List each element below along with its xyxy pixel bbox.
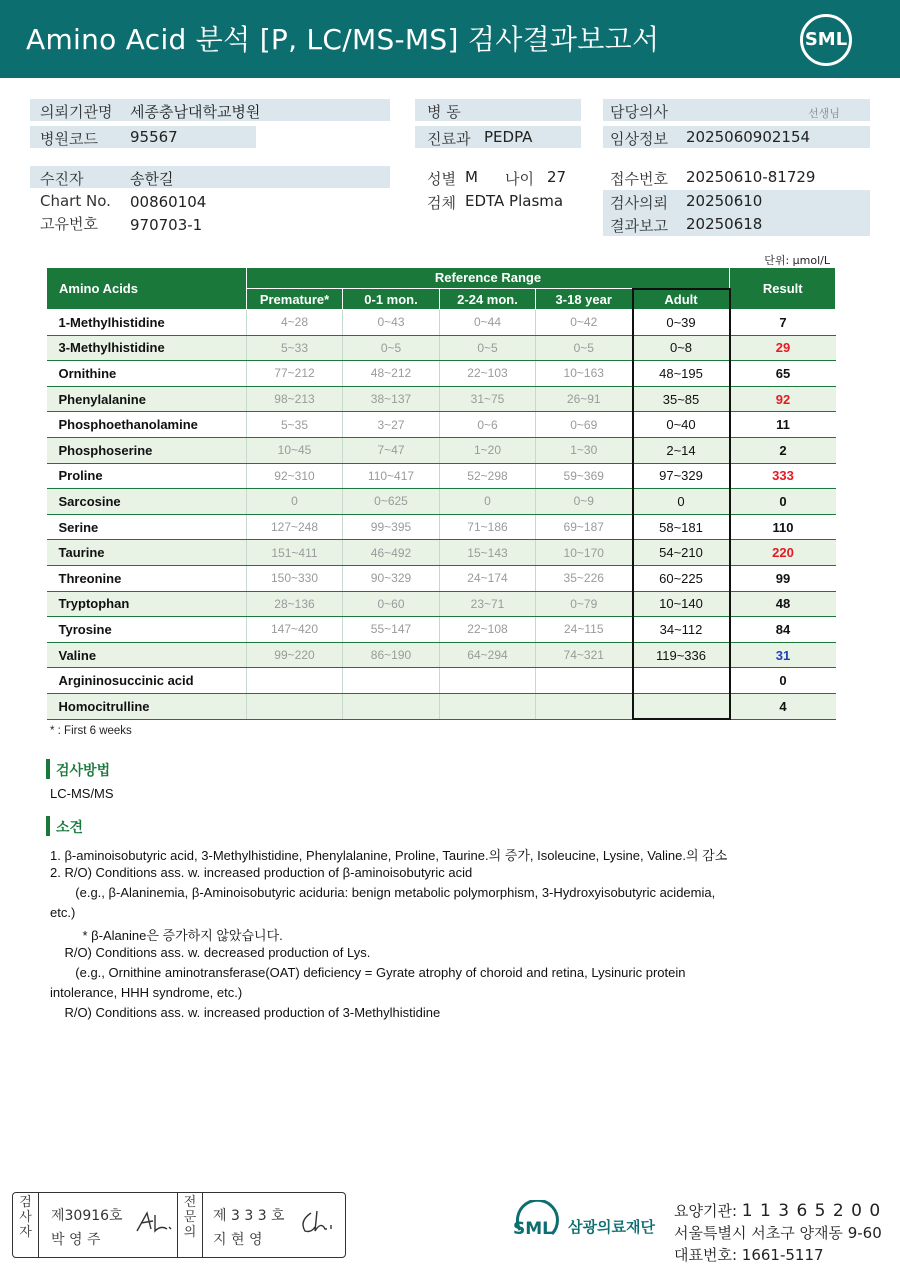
result-cell: 11 [730,412,836,438]
reference-range-cell: 5~33 [247,335,343,361]
hosp-code-label: 병원코드 [40,130,98,148]
col-2-24-mon: 2-24 mon. [440,289,536,310]
report-header [0,0,900,78]
table-row [47,412,836,438]
finding-line: R/O) Conditions ass. w. increased production of 3-Methylhistidine [50,1005,441,1020]
svg-text:SML: SML [513,1219,553,1239]
reference-range-cell: 48~212 [343,361,440,387]
col-amino-acids: Amino Acids [47,268,247,310]
report-title: Amino Acid 분석 [P, LC/MS-MS] 검사결과보고서 [26,23,660,56]
reference-range-cell: 5~35 [247,412,343,438]
adult-range-cell: 97~329 [633,463,730,489]
reference-range-cell: 0 [247,489,343,515]
specialist-name: 지 현 영 [213,1232,263,1248]
adult-range-cell: 35~85 [633,386,730,412]
req-org-value: 세종충남대학교병원 [130,103,261,121]
table-row [47,642,836,668]
adult-range-cell: 54~210 [633,540,730,566]
inspector-name: 박 영 주 [51,1232,101,1248]
dept-value: PEDPA [484,128,533,146]
uid-label: 고유번호 [40,215,98,233]
footnote: * : First 6 weeks [50,725,132,737]
table-row [47,591,836,617]
clinic-value: 2025060902154 [686,128,811,146]
reference-range-cell: 28~136 [247,591,343,617]
reference-range-cell [440,668,536,694]
footer-org: 삼광의료재단 [568,1218,655,1236]
adult-range-cell: 0~39 [633,310,730,336]
hosp-code-value: 95567 [130,128,178,146]
reference-range-cell: 22~103 [440,361,536,387]
reference-range-cell: 24~115 [536,617,633,643]
specimen-label: 검체 [427,194,456,212]
result-cell: 7 [730,310,836,336]
table-row [47,489,836,515]
specialist-label: 전문의 [177,1193,203,1257]
col-3-18-year: 3-18 year [536,289,633,310]
reference-range-cell: 1~20 [440,437,536,463]
reference-range-cell [536,693,633,719]
chart-value: 00860104 [130,193,207,211]
table-row [47,693,836,719]
result-cell: 4 [730,693,836,719]
sml-logo [800,14,852,66]
table-row [47,335,836,361]
adult-range-cell [633,668,730,694]
reference-range-cell: 0~69 [536,412,633,438]
col-0-1-mon: 0-1 mon. [343,289,440,310]
result-cell: 2 [730,437,836,463]
reference-range-cell: 1~30 [536,437,633,463]
col-result: Result [730,268,836,310]
signature-block [12,1192,346,1258]
chart-label: Chart No. [40,192,111,210]
reference-range-cell: 15~143 [440,540,536,566]
reference-range-cell [343,693,440,719]
reference-range-cell: 0~5 [536,335,633,361]
reference-range-cell: 64~294 [440,642,536,668]
result-cell: 48 [730,591,836,617]
adult-range-cell: 48~195 [633,361,730,387]
finding-line: 1. β-aminoisobutyric acid, 3-Methylhistidine, Phenylalanine, Proline, Taurine.의 증가, Isoleucine, Lysine, Valine.의 감소 [50,848,728,863]
reference-range-cell: 0~44 [440,310,536,336]
table-row [47,540,836,566]
table-row [47,361,836,387]
result-cell: 65 [730,361,836,387]
age-value: 27 [547,168,567,186]
age-label: 나이 [505,170,534,188]
reference-range-cell: 110~417 [343,463,440,489]
footer-code-value: 1 1 3 6 5 2 0 0 [741,1201,882,1221]
reference-range-cell: 3~27 [343,412,440,438]
reference-range-cell: 0~9 [536,489,633,515]
amino-acid-name: Phenylalanine [47,386,247,412]
name-label: 수진자 [40,170,84,188]
reference-range-cell: 77~212 [247,361,343,387]
reference-range-cell: 7~47 [343,437,440,463]
reference-range-cell: 35~226 [536,565,633,591]
col-reference-range: Reference Range [247,268,730,289]
result-cell: 29 [730,335,836,361]
finding-line: R/O) Conditions ass. w. decreased production of Lys. [50,945,371,960]
footer-tel [674,1244,824,1265]
reference-range-cell: 151~411 [247,540,343,566]
footer-tel-value: 1661-5117 [741,1246,824,1264]
reference-range-cell: 69~187 [536,514,633,540]
reference-range-cell: 0~42 [536,310,633,336]
reference-range-cell: 0 [440,489,536,515]
result-cell: 92 [730,386,836,412]
adult-range-cell: 34~112 [633,617,730,643]
reference-range-cell: 24~174 [440,565,536,591]
result-cell: 110 [730,514,836,540]
ward-label: 병 동 [427,103,461,121]
amino-acid-name: 1-Methylhistidine [47,310,247,336]
method-text: LC-MS/MS [50,786,114,801]
adult-range-cell: 119~336 [633,642,730,668]
reference-range-cell: 10~45 [247,437,343,463]
clinic-label: 임상정보 [610,130,668,148]
sml-logo-text: SML [804,29,848,50]
reference-range-cell: 31~75 [440,386,536,412]
reference-range-cell: 99~220 [247,642,343,668]
req-date-value: 20250610 [686,192,763,210]
reference-range-cell: 98~213 [247,386,343,412]
report-value: 20250618 [686,215,763,233]
amino-acid-name: Ornithine [47,361,247,387]
adult-range-cell: 58~181 [633,514,730,540]
reference-range-cell: 10~163 [536,361,633,387]
amino-acid-name: Serine [47,514,247,540]
table-row [47,463,836,489]
amino-acid-name: Phosphoethanolamine [47,412,247,438]
amino-acid-name: Tryptophan [47,591,247,617]
amino-acid-name: 3-Methylhistidine [47,335,247,361]
reference-range-cell: 22~108 [440,617,536,643]
sex-label: 성별 [427,170,456,188]
table-row [47,437,836,463]
specimen-value: EDTA Plasma [465,192,564,210]
finding-line: (e.g., Ornithine aminotransferase(OAT) deficiency = Gyrate atrophy of choroid and retina, Lysinuric protein [50,965,686,980]
inspector-signature-icon [133,1207,177,1237]
table-row [47,310,836,336]
footer-code-label: 요양기관: [674,1202,738,1220]
reference-range-cell: 23~71 [440,591,536,617]
report-label: 결과보고 [610,217,668,235]
table-row [47,668,836,694]
reference-range-cell: 147~420 [247,617,343,643]
amino-acid-name: Taurine [47,540,247,566]
reference-range-cell: 92~310 [247,463,343,489]
table-row [47,565,836,591]
amino-acid-name: Phosphoserine [47,437,247,463]
result-cell: 84 [730,617,836,643]
adult-range-cell [633,693,730,719]
reference-range-cell [343,668,440,694]
finding-line: * β-Alanine은 증가하지 않았습니다. [50,928,283,943]
amino-acid-name: Tyrosine [47,617,247,643]
finding-line: 2. R/O) Conditions ass. w. increased production of β-aminoisobutyric acid [50,865,473,880]
amino-acid-name: Homocitrulline [47,693,247,719]
table-row [47,386,836,412]
adult-range-cell: 2~14 [633,437,730,463]
adult-range-cell: 10~140 [633,591,730,617]
amino-acid-name: Proline [47,463,247,489]
inspector-no: 제30916호 [51,1208,123,1224]
col-premature: Premature* [247,289,343,310]
amino-acid-name: Sarcosine [47,489,247,515]
col-adult: Adult [633,289,730,310]
finding-title: 소견 [56,820,84,836]
reference-range-cell: 38~137 [343,386,440,412]
reference-range-cell: 71~186 [440,514,536,540]
footer-code [674,1200,881,1221]
amino-acid-name: Threonine [47,565,247,591]
doctor-suffix: 선생님 [808,107,840,120]
reference-range-cell: 0~79 [536,591,633,617]
reference-range-cell: 86~190 [343,642,440,668]
result-cell: 0 [730,489,836,515]
reference-range-cell: 46~492 [343,540,440,566]
reference-range-cell: 0~5 [343,335,440,361]
finding-line: (e.g., β-Alaninemia, β-Aminoisobutyric aciduria: benign metabolic polymorphism, 3-Hydroxyisobutyric acidemia, [50,885,716,900]
adult-range-cell: 60~225 [633,565,730,591]
reference-range-cell [536,668,633,694]
req-org-label: 의뢰기관명 [40,103,113,121]
reference-range-cell: 90~329 [343,565,440,591]
adult-range-cell: 0~40 [633,412,730,438]
method-bar [46,759,50,779]
adult-range-cell: 0 [633,489,730,515]
result-cell: 31 [730,642,836,668]
finding-line: etc.) [50,905,76,920]
specialist-signature-icon [295,1207,339,1237]
amino-acid-name: Argininosuccinic acid [47,668,247,694]
reference-range-cell: 0~5 [440,335,536,361]
reference-range-cell: 4~28 [247,310,343,336]
footer-tel-label: 대표번호: [674,1246,738,1264]
unit-label: 단위: μmol/L [764,254,830,267]
footer-address: 서울특별시 서초구 양재동 9-60 [674,1224,882,1242]
table-row [47,617,836,643]
recv-label: 접수번호 [610,170,668,188]
reference-range-cell: 52~298 [440,463,536,489]
adult-range-cell: 0~8 [633,335,730,361]
reference-range-cell [247,668,343,694]
footer-logo-icon [512,1200,560,1248]
table-body [47,310,836,720]
amino-acid-table [46,267,836,720]
result-cell: 333 [730,463,836,489]
reference-range-cell: 59~369 [536,463,633,489]
finding-line: intolerance, HHH syndrome, etc.) [50,985,243,1000]
doctor-label: 담당의사 [610,103,668,121]
reference-range-cell: 127~248 [247,514,343,540]
dept-label: 진료과 [427,130,471,148]
name-box [30,166,390,188]
reference-range-cell: 0~60 [343,591,440,617]
uid-value: 970703-1 [130,216,203,234]
table-row [47,514,836,540]
inspector-label: 검사자 [13,1193,39,1257]
reference-range-cell: 55~147 [343,617,440,643]
amino-acid-name: Valine [47,642,247,668]
reference-range-cell: 10~170 [536,540,633,566]
result-cell: 99 [730,565,836,591]
finding-bar [46,816,50,836]
sex-value: M [465,168,478,186]
reference-range-cell: 0~43 [343,310,440,336]
reference-range-cell [247,693,343,719]
reference-range-cell: 99~395 [343,514,440,540]
reference-range-cell: 74~321 [536,642,633,668]
reference-range-cell: 150~330 [247,565,343,591]
reference-range-cell: 26~91 [536,386,633,412]
result-cell: 220 [730,540,836,566]
method-title: 검사방법 [56,763,111,779]
reference-range-cell: 0~625 [343,489,440,515]
recv-value: 20250610-81729 [686,168,816,186]
req-date-label: 검사의뢰 [610,194,668,212]
name-value: 송한길 [130,170,174,188]
specialist-no: 제 3 3 3 호 [213,1208,285,1224]
result-cell: 0 [730,668,836,694]
reference-range-cell: 0~6 [440,412,536,438]
reference-range-cell [440,693,536,719]
